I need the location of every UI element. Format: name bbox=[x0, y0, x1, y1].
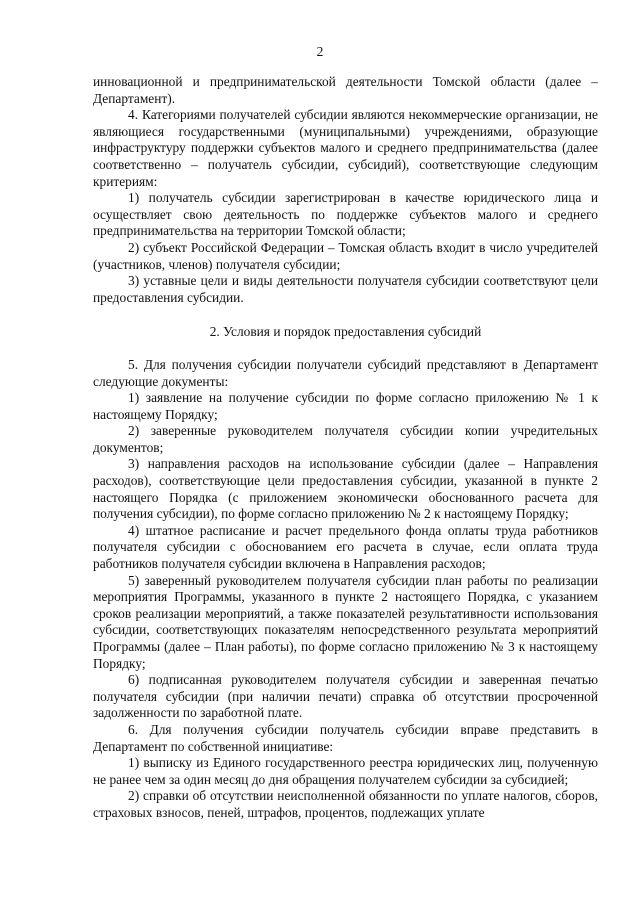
document-body bbox=[93, 74, 598, 822]
section-heading: 2. Условия и порядок предоставления субсидий bbox=[209, 324, 482, 340]
paragraph: 1) получатель субсидии зарегистрирован в качестве юридического лица и осуществляет свою деятельность по поддержке субъектов малого и среднего предпринимательства на территории Томской области; bbox=[93, 190, 598, 239]
paragraph: 6. Для получения субсидии получатель субсидии вправе представить в Департамент по собственной инициативе: bbox=[93, 721, 598, 754]
paragraph: 2) заверенные руководителем получателя субсидии копии учредительных документов; bbox=[93, 423, 598, 455]
paragraph: 5) заверенный руководителем получателя субсидии план работы по реализации мероприятия Программы, указанного в пункте 2 настоящего Порядка, с указанием сроков реализации мероприятий, а также показателей результативности использования субсидии, соответствующих показателям непосредственного результата мероприятий Программы (далее – План работы), по форме согласно приложению № 3 к настоящему Порядку; bbox=[93, 572, 598, 671]
paragraph: 4. Категориями получателей субсидии являются некоммерческие организации, не являющиеся государственными (муниципальными) учреждениями, образующие инфраструктуру поддержки субъектов малого и среднего предпринимательства (далее соответственно – получатель субсидии, субсидий), соответствующие следующим критериям: bbox=[93, 107, 598, 189]
paragraph: 3) уставные цели и виды деятельности получателя субсидии соответствуют цели предоставления субсидии. bbox=[93, 273, 598, 305]
paragraph: 6) подписанная руководителем получателя субсидии и заверенная печатью получателя субсидии (при наличии печати) справка об отсутствии просроченной задолженности по заработной плате. bbox=[93, 672, 598, 721]
paragraph: 5. Для получения субсидии получатели субсидий представляют в Департамент следующие документы: bbox=[93, 356, 598, 389]
paragraph: 1) выписку из Единого государственного реестра юридических лиц, полученную не ранее чем за один месяц до дня обращения получателем субсидии за субсидией; bbox=[93, 755, 598, 787]
paragraph: 4) штатное расписание и расчет предельного фонда оплаты труда работников получателя субсидии с обоснованием его расчета в случае, если оплата труда работников получателя субсидии включена в Направления расходов; bbox=[93, 522, 598, 572]
paragraph: 2) субъект Российской Федерации – Томская область входит в число учредителей (участников, членов) получателя субсидии; bbox=[93, 239, 598, 272]
page-number: 2 bbox=[316, 44, 324, 59]
paragraph: 3) направления расходов на использование субсидии (далее – Направления расходов), соответствующие цели предоставления субсидии, указанной в пункте 2 настоящего Порядка (с приложением экономически обоснованного расчета для получения субсидии), по форме согласно приложению № 2 к настоящему Порядку; bbox=[93, 456, 598, 522]
paragraph: инновационной и предпринимательской деятельности Томской области (далее – Департамент). bbox=[93, 74, 598, 106]
paragraph: 1) заявление на получение субсидии по форме согласно приложению № 1 к настоящему Порядку; bbox=[93, 390, 598, 422]
paragraph: 2) справки об отсутствии неисполненной обязанности по уплате налогов, сборов, страховых взносов, пеней, штрафов, процентов, подлежащих уплате bbox=[93, 788, 598, 820]
